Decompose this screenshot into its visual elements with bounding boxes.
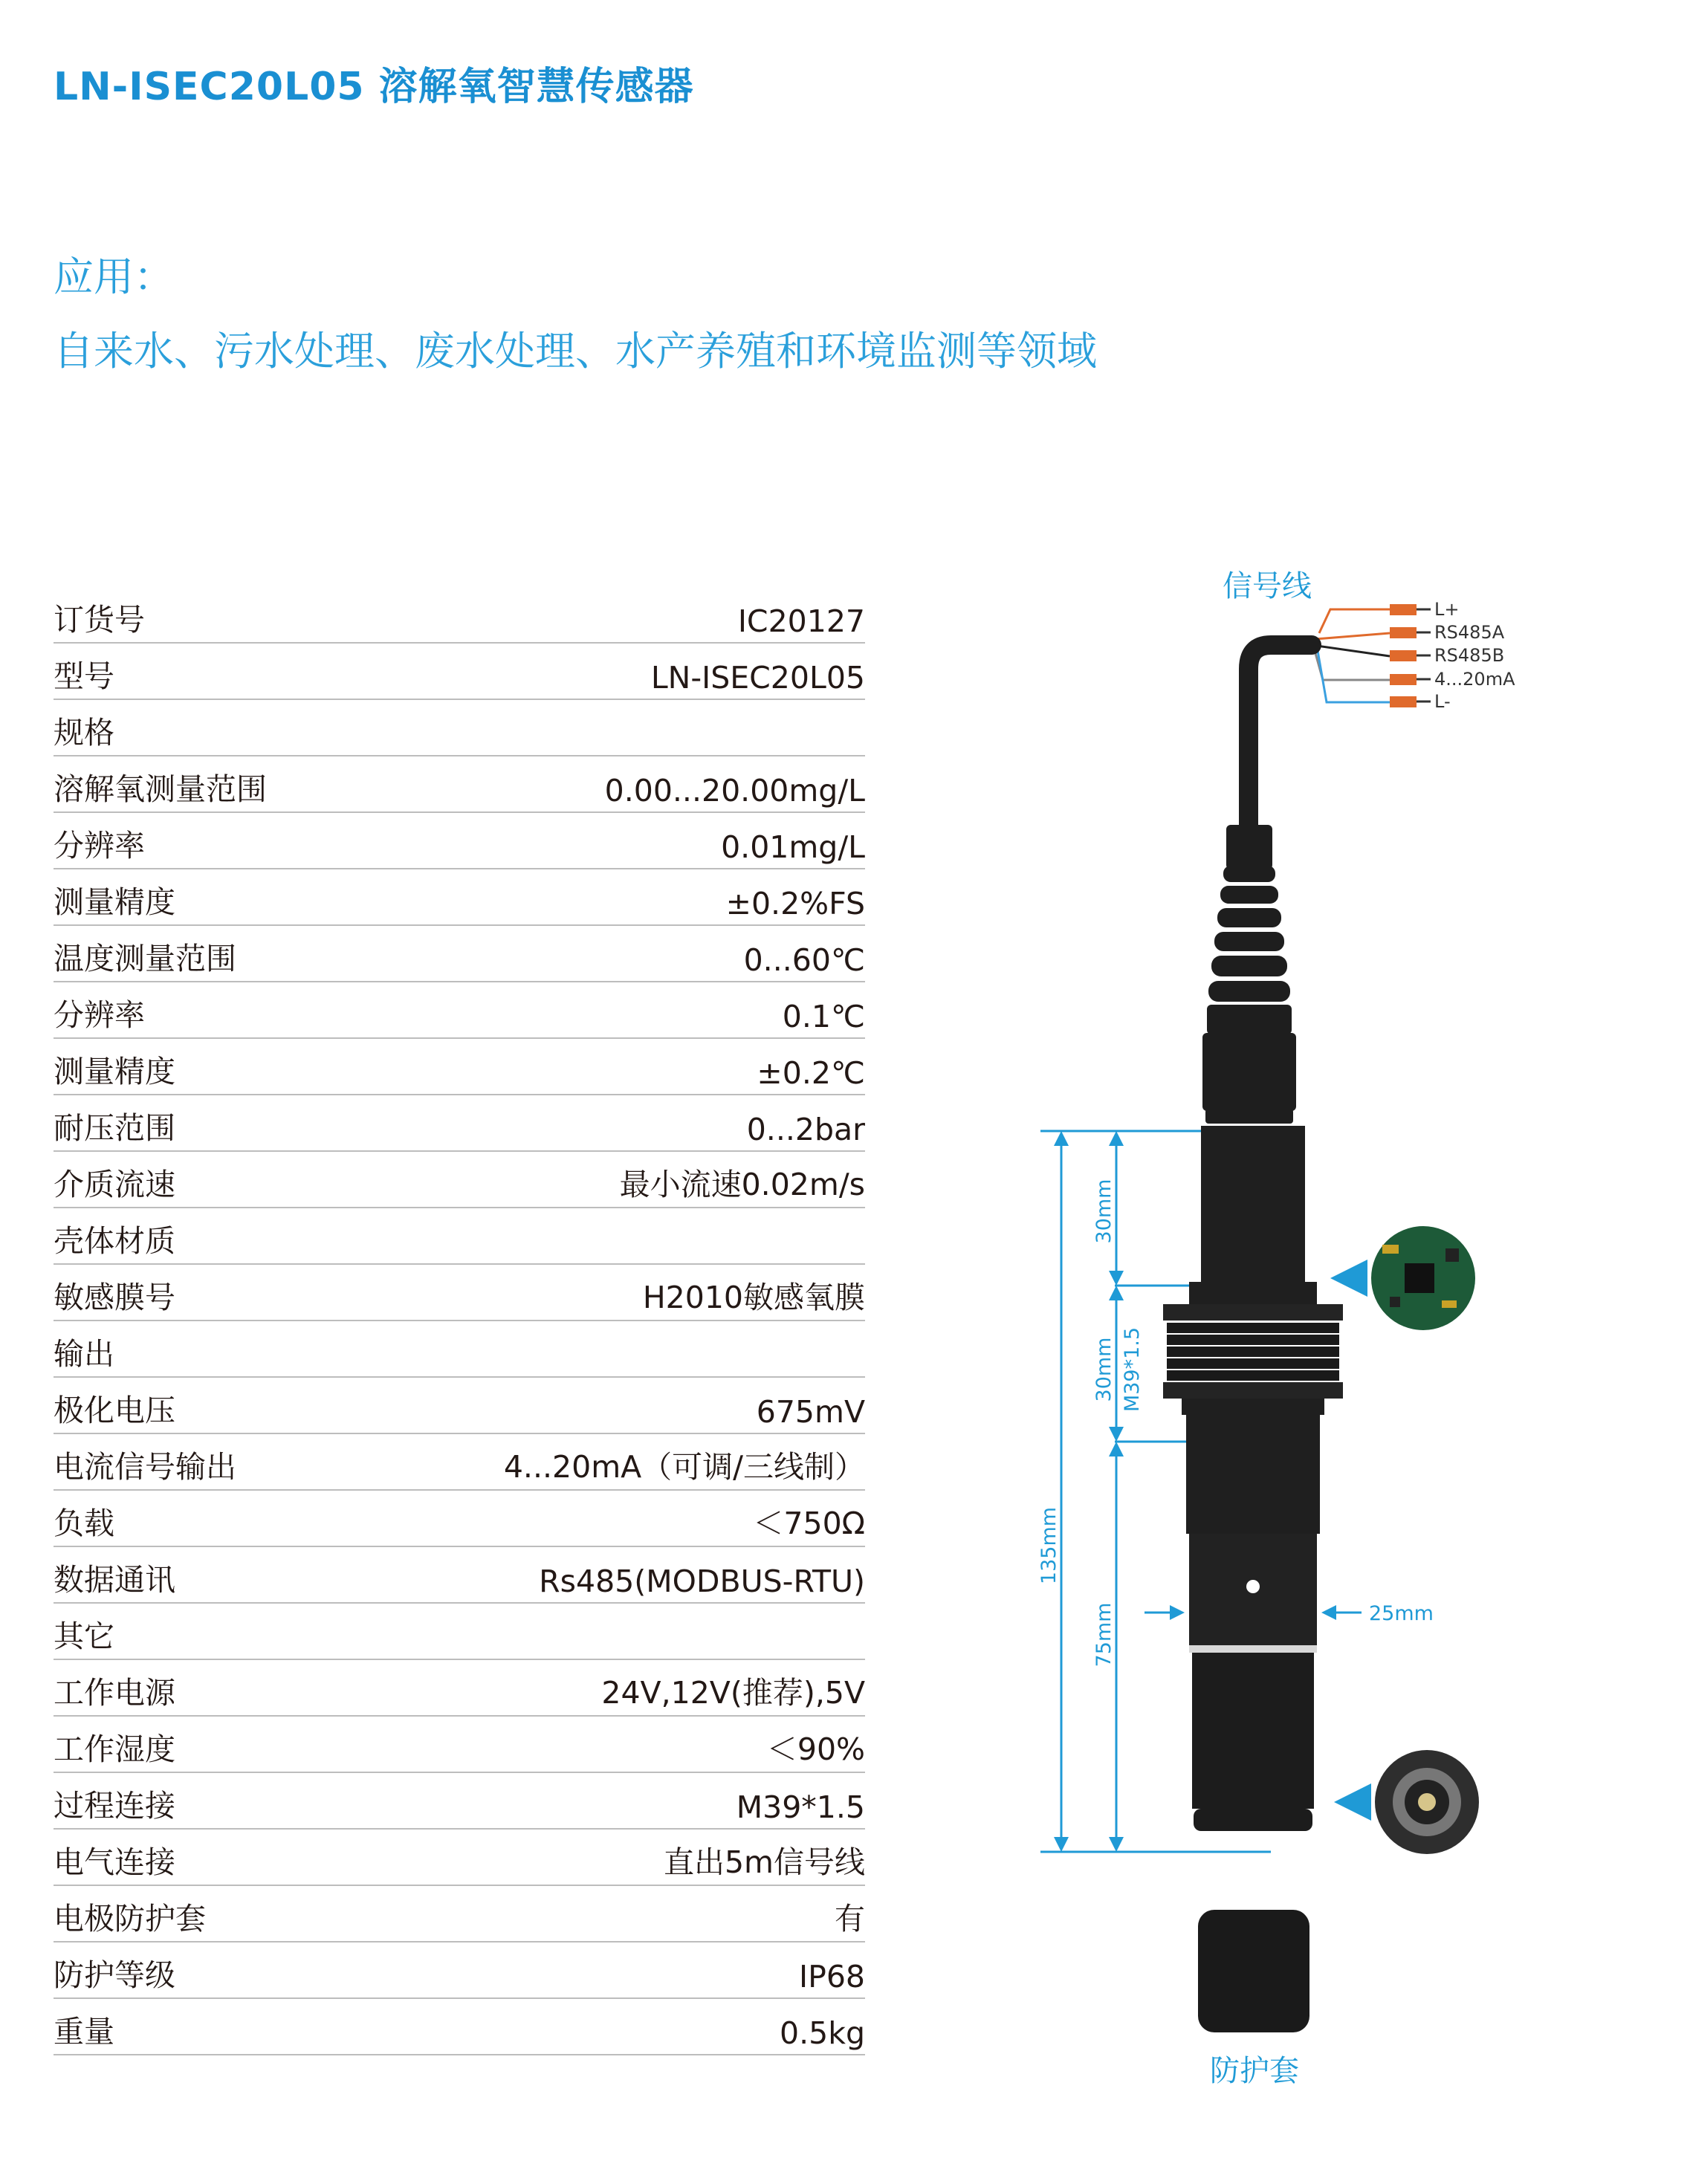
spec-value: Rs485(MODBUS-RTU): [539, 1564, 865, 1599]
spec-label: 分辨率: [54, 828, 145, 863]
spec-row: [54, 1152, 865, 1208]
spec-row: [54, 1208, 865, 1265]
protective-cap: [1198, 1910, 1309, 2032]
spec-value: 0...2bar: [746, 1112, 865, 1147]
spec-value: 0.01mg/L: [721, 829, 865, 865]
spec-value: 0.5kg: [780, 2015, 865, 2051]
spec-label: 溶解氧测量范围: [54, 771, 267, 807]
upper-body: [1201, 1126, 1305, 1282]
spec-label: 型号: [54, 658, 114, 694]
spec-row: [54, 587, 865, 644]
spec-row: [54, 756, 865, 813]
spec-value: 最小流速0.02m/s: [619, 1167, 865, 1202]
spec-value: 0.00...20.00mg/L: [604, 773, 865, 809]
wire-label-lminus: L-: [1434, 691, 1451, 712]
spec-row: [54, 1265, 865, 1321]
spec-row: [54, 1886, 865, 1942]
spec-value: H2010敏感氧膜: [642, 1280, 865, 1315]
application-text: 自来水、污水处理、废水处理、水产养殖和环境监测等领域: [54, 328, 1097, 375]
spec-row: [54, 1321, 865, 1378]
spec-row: [54, 869, 865, 926]
spec-label: 耐压范围: [54, 1110, 175, 1146]
spec-label: 输出: [54, 1336, 114, 1372]
spec-row: [54, 700, 865, 756]
spec-row: [54, 1378, 865, 1434]
spec-label: 电气连接: [54, 1844, 175, 1880]
wire-label-4-20ma: 4...20mA: [1434, 669, 1515, 690]
spec-label: 数据通讯: [54, 1562, 175, 1598]
spec-value: M39*1.5: [736, 1789, 865, 1825]
wire-label-lplus: L+: [1434, 599, 1460, 620]
spec-label: 重量: [54, 2014, 114, 2049]
spec-label: 过程连接: [54, 1788, 175, 1824]
spec-value: 0.1℃: [782, 999, 865, 1034]
spec-value: ＜750Ω: [753, 1506, 865, 1541]
spec-label: 电流信号输出: [54, 1449, 236, 1485]
spec-row: [54, 926, 865, 982]
spec-label: 负载: [54, 1506, 114, 1541]
lower-body: [1186, 1415, 1320, 1831]
spec-row: [54, 1660, 865, 1717]
dim-bottom-label: 75mm: [1092, 1602, 1116, 1668]
sensor-head-callout: [1334, 1750, 1479, 1854]
application-heading: 应用：: [54, 253, 174, 300]
spec-row: [54, 1942, 865, 1999]
spec-row: [54, 644, 865, 700]
spec-row: [54, 1830, 865, 1886]
spec-row: [54, 1773, 865, 1830]
spec-label: 工作电源: [54, 1675, 175, 1711]
strain-relief: [1202, 825, 1296, 1124]
spec-value: ±0.2℃: [757, 1055, 865, 1091]
spec-value: IC20127: [737, 603, 865, 639]
spec-row: [54, 1604, 865, 1660]
spec-value: 4...20mA（可调/三线制）: [503, 1449, 865, 1485]
spec-label: 规格: [54, 715, 114, 751]
cable: [1249, 645, 1312, 832]
spec-value: 0...60℃: [743, 942, 865, 978]
spec-row: [54, 1095, 865, 1152]
spec-value: 有: [835, 1901, 865, 1937]
spec-value: 24V,12V(推荐),5V: [601, 1675, 865, 1711]
wire-labels: [1434, 599, 1515, 712]
dim-top-label: 30mm: [1092, 1179, 1116, 1244]
spec-row: [54, 1434, 865, 1491]
spec-row: [54, 1999, 865, 2055]
spec-value: ±0.2%FS: [725, 886, 865, 921]
wire-label-rs485a: RS485A: [1434, 622, 1505, 643]
signal-wires: [1312, 609, 1390, 702]
spec-value: IP68: [799, 1959, 865, 1995]
wire-terminals: [1390, 604, 1431, 707]
spec-value: LN-ISEC20L05: [650, 660, 865, 696]
spec-label: 测量精度: [54, 1054, 175, 1089]
spec-label: 电极防护套: [54, 1901, 206, 1937]
cap-label: 防护套: [1210, 2054, 1299, 2088]
spec-value: 直出5m信号线: [663, 1844, 865, 1880]
spec-row: [54, 1491, 865, 1547]
thread-spec-label: M39*1.5: [1121, 1326, 1144, 1413]
spec-label: 其它: [54, 1618, 114, 1654]
wire-label-rs485b: RS485B: [1434, 645, 1505, 666]
spec-label: 订货号: [54, 602, 145, 638]
dim-total-label: 135mm: [1037, 1506, 1061, 1585]
sensor-diagram: [1026, 550, 1680, 2148]
spec-row: [54, 1039, 865, 1095]
spec-label: 介质流速: [54, 1167, 175, 1202]
spec-label: 工作湿度: [54, 1731, 175, 1767]
spec-row: [54, 1717, 865, 1773]
spec-label: 分辨率: [54, 997, 145, 1033]
spec-label: 极化电压: [54, 1393, 175, 1428]
spec-label: 壳体材质: [54, 1223, 175, 1259]
page-title: LN-ISEC20L05 溶解氧智慧传感器: [54, 65, 694, 109]
spec-row: [54, 1547, 865, 1604]
spec-label: 防护等级: [54, 1957, 175, 1993]
dim-diameter-label: 25mm: [1369, 1602, 1434, 1625]
spec-label: 敏感膜号: [54, 1280, 175, 1315]
thread-section: [1163, 1282, 1343, 1415]
circuit-board-callout: [1330, 1226, 1475, 1330]
spec-row: [54, 982, 865, 1039]
spec-label: 温度测量范围: [54, 941, 236, 976]
spec-value: 675mV: [756, 1394, 865, 1430]
spec-row: [54, 813, 865, 869]
signal-wire-label: 信号线: [1223, 569, 1312, 603]
dim-thread-label: 30mm: [1092, 1337, 1116, 1402]
spec-table: [54, 587, 865, 2055]
spec-label: 测量精度: [54, 884, 175, 920]
spec-value: ＜90%: [766, 1731, 865, 1767]
